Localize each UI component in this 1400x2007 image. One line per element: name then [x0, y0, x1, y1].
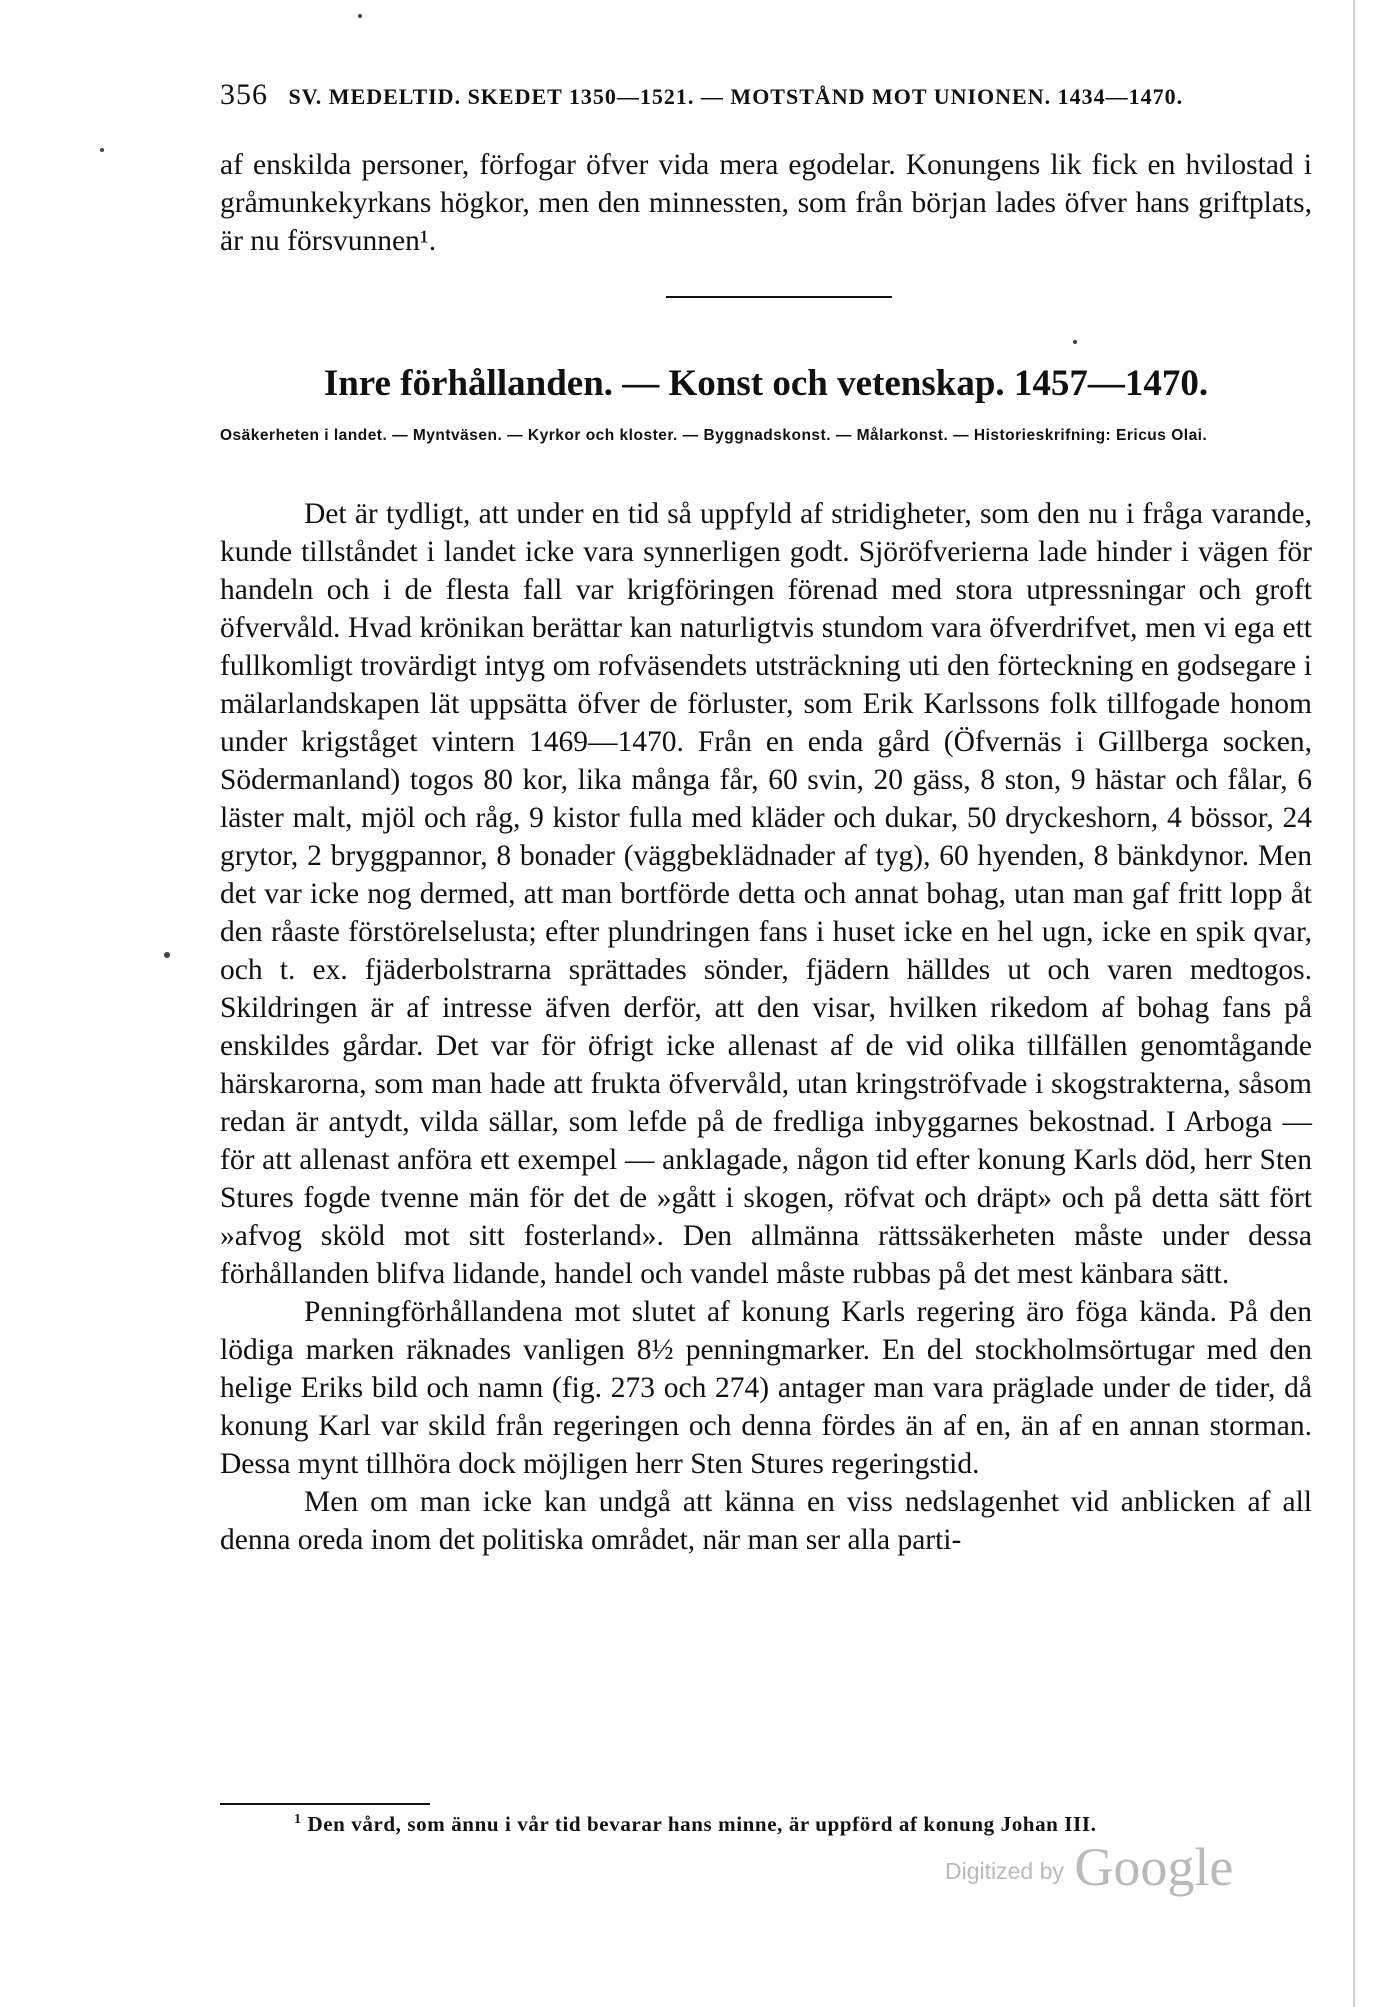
body-text: [220, 495, 1312, 1559]
paragraph-conditions: Det är tydligt, att under en tid så uppfyld af stridigheter, som den nu i fråga varande, kunde tillståndet i landet icke vara synnerligen godt. Sjöröfverierna lade hinder i vägen för handeln och i de flesta fall var krigföringen förenad med stora utpressningar och groft öfvervåld. Hvad krönikan berättar kan naturligtvis stundom vara öfverdrifvet, men vi ega ett fullkomligt trovärdigt intyg om rofväsendets utsträckning uti den förteckning en godsegare i mälarlandskapen lät uppsätta öfver de förluster, som Erik Karlssons folk tillfogade honom under krigståget vintern 1469—1470. Från en enda gård (Öfvernäs i Gillberga socken, Södermanland) togos 80 kor, lika många får, 60 svin, 20 gäss, 8 ston, 9 hästar och fålar, 6 läster malt, mjöl och råg, 9 kistor fulla med kläder och dukar, 50 dryckeshorn, 4 bössor, 24 grytor, 2 bryggpannor, 8 bonader (väggbeklädnader af tyg), 60 hyenden, 8 bänkdynor. Men det var icke nog dermed, att man bortförde detta och annat bohag, utan man gaf fritt lopp åt den råaste förstörelselusta; efter plundringen fans i huset icke en hel ugn, icke en spik qvar, och t. ex. fjäderbolstrarna sprättades sönder, fjädern hälldes ut och varen medtogos. Skildringen är af intresse äfven derför, att den visar, hvilken rikedom af bohag fans på enskildes gårdar. Det var för öfrigt icke allenast af de vid olika tillfällen genomtågande härskarorna, som man hade att frukta öfvervåld, utan kringströfvade i skogstrakterna, såsom redan är antydt, vilda sällar, som lefde på de fredliga inbyggarnes bekostnad. I Arboga — för att allenast anföra ett exempel — anklagade, någon tid efter konung Karls död, herr Sten Stures fogde tvenne män för det de »gått i skogen, röfvat och dräpt» och på detta sätt fört »afvog sköld mot sitt fosterland». Den allmänna rättssäkerheten måste under dessa förhållanden blifva lidande, handel och vandel måste rubbas på det mest känbara sätt.: [220, 498, 1312, 1290]
digitized-watermark: [945, 1836, 1233, 1898]
footnote-rule: [220, 1803, 430, 1805]
watermark-logo: Google: [1074, 1837, 1234, 1897]
page-edge-line: [1353, 0, 1355, 2007]
intro-paragraph: [220, 146, 1312, 260]
watermark-prefix: Digitized by: [945, 1858, 1064, 1884]
intro-paragraph-text: af enskilda personer, förfogar öfver vida mera egodelar. Konungens lik fick en hvilostad i gråmunkekyrkans högkor, men den minnessten, som från början lades öfver hans griftplats, är nu försvunnen¹.: [220, 149, 1312, 257]
running-title: SV. MEDELTID. SKEDET 1350—1521. — MOTSTÅND MOT UNIONEN. 1434—1470.: [288, 84, 1184, 109]
footnote-text: Den vård, som ännu i vår tid bevarar hans minne, är uppförd af konung Johan III.: [307, 1812, 1097, 1836]
page-number: 356: [220, 78, 268, 111]
scan-speck: [100, 148, 104, 152]
paragraph-continuation: Men om man icke kan undgå att känna en viss nedslagenhet vid anblicken af all denna oreda inom det politiska området, när man ser alla parti-: [220, 1486, 1312, 1556]
scan-speck: [164, 952, 170, 958]
footnote: [220, 1812, 1312, 1837]
paragraph-coinage: Penningförhållandena mot slutet af konung Karls regering äro föga kända. På den lödiga marken räknades vanligen 8½ penningmarker. En del stockholmsörtugar med den helige Eriks bild och namn (fig. 273 och 274) antager man vara präglade under de tider, då konung Karl var skild från regeringen och denna fördes än af en, än af en annan storman. Dessa mynt tillhöra dock möjligen herr Sten Stures regeringstid.: [220, 1296, 1312, 1480]
section-separator-rule: [666, 296, 892, 298]
scan-speck: [358, 14, 362, 18]
footnote-marker: 1: [294, 1812, 302, 1827]
running-header: [220, 78, 1310, 112]
scan-speck: [1073, 340, 1077, 344]
section-title: Inre förhållanden. — Konst och vetenskap. 1457—1470.: [323, 363, 1209, 404]
section-summary: Osäkerheten i landet. — Myntväsen. — Kyrkor och kloster. — Byggnadskonst. — Målarkonst. — Historieskrifning: Ericus Olai.: [220, 427, 1208, 444]
